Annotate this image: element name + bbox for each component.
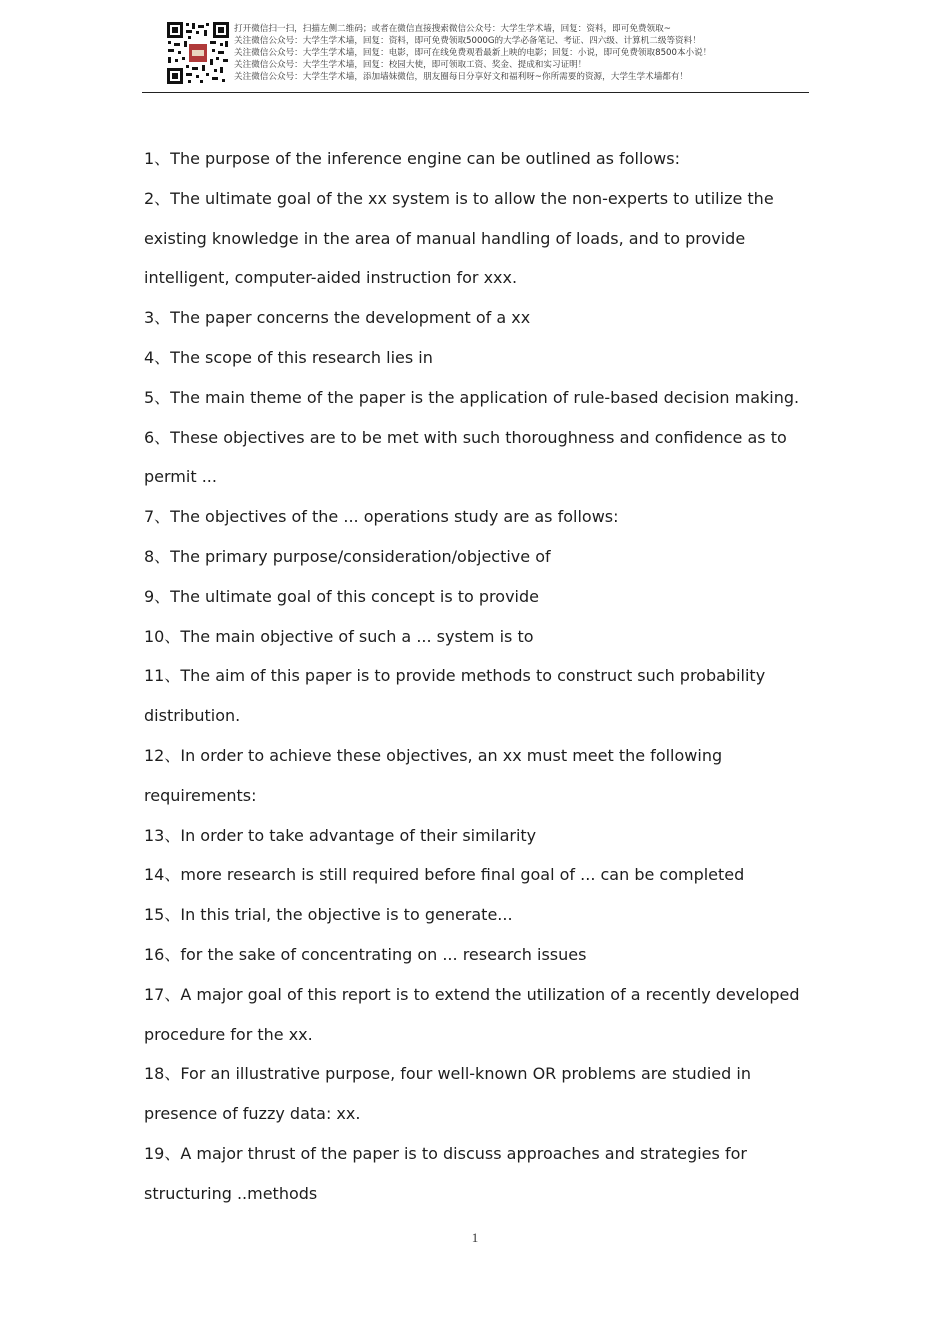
text-line: 9、The ultimate goal of this concept is to provide: [144, 586, 539, 606]
text-line: 2、The ultimate goal of the xx system is to allow the non-experts to utilize the: [144, 188, 774, 208]
text-line: procedure for the xx.: [144, 1024, 313, 1044]
header-line: 打开微信扫一扫，扫描左侧二维码；或者在微信直接搜索微信公众号：大学生学术墙，回复：资料，即可免费领取~: [234, 24, 671, 34]
text-line: 7、The objectives of the ... operations study are as follows:: [144, 507, 619, 527]
text-line: 13、In order to take advantage of their similarity: [144, 825, 537, 845]
header-text: [234, 23, 809, 83]
page-header: [142, 18, 809, 93]
header-line: 关注微信公众号：大学生学术墙，添加墙妹微信，朋友圈每日分享好文和福利呀~你所需要的资源，大学生学术墙都有！: [234, 72, 689, 82]
text-line: intelligent, computer-aided instruction for xxx.: [144, 268, 518, 288]
header-line: 关注微信公众号：大学生学术墙，回复：校园大使，即可领取工资、奖金、提成和实习证明！: [234, 60, 587, 70]
page-number: 1: [471, 1230, 479, 1245]
text-line: 8、The primary purpose/consideration/objective of: [144, 546, 551, 566]
text-line: existing knowledge in the area of manual handling of loads, and to provide: [144, 228, 746, 248]
text-line: 19、A major thrust of the paper is to discuss approaches and strategies for: [144, 1143, 747, 1163]
text-line: 11、The aim of this paper is to provide methods to construct such probability: [144, 666, 766, 686]
text-line: 3、The paper concerns the development of a xx: [144, 308, 531, 328]
text-line: 18、For an illustrative purpose, four well-known OR problems are studied in: [144, 1064, 751, 1084]
header-line: 关注微信公众号：大学生学术墙，回复：资料，即可免费领取5000G的大学必备笔记、考证、四六级、计算机二级等资料！: [234, 36, 701, 46]
qr-code-icon: [166, 21, 230, 85]
text-line: 14、more research is still required before final goal of ... can be completed: [144, 865, 745, 885]
text-line: 10、The main objective of such a ... system is to: [144, 626, 534, 646]
text-line: 1、The purpose of the inference engine can be outlined as follows:: [144, 149, 680, 168]
text-line: 12、In order to achieve these objectives, an xx must meet the following: [144, 745, 723, 765]
header-line: 关注微信公众号：大学生学术墙，回复：电影，即可在线免费观看最新上映的电影；回复：小说，即可免费领取8500本小说！: [234, 48, 712, 58]
text-line: distribution.: [144, 706, 241, 726]
text-line: 5、The main theme of the paper is the application of rule-based decision making.: [144, 387, 800, 407]
text-line: presence of fuzzy data: xx.: [144, 1104, 361, 1124]
text-line: permit ...: [144, 467, 217, 487]
text-line: 17、A major goal of this report is to extend the utilization of a recently developed: [144, 984, 800, 1004]
text-line: 6、These objectives are to be met with such thoroughness and confidence as to: [144, 427, 787, 447]
text-line: structuring ..methods: [144, 1183, 318, 1203]
document-body: [144, 139, 800, 1214]
text-line: 4、The scope of this research lies in: [144, 347, 433, 367]
text-line: 15、In this trial, the objective is to generate...: [144, 905, 513, 925]
text-line: 16、for the sake of concentrating on ... research issues: [144, 944, 587, 964]
text-line: requirements:: [144, 785, 257, 805]
